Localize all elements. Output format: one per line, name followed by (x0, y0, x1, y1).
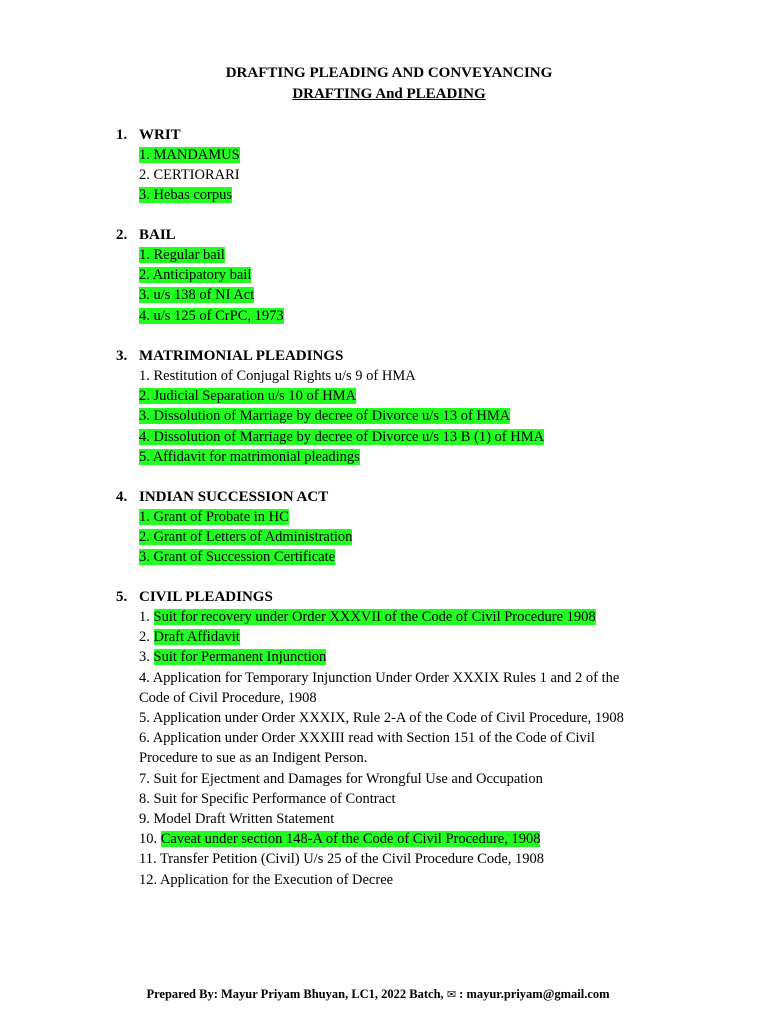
list-item (139, 527, 352, 547)
item-text: 3. Grant of Succession Certificate (139, 549, 336, 566)
list-item (139, 145, 240, 165)
item-text: Suit for recovery under Order XXXVII of the Code of Civil Procedure 1908 (153, 609, 596, 625)
item-text: 8. Suit for Specific Performance of Contract (139, 790, 396, 807)
item-text: 5. Affidavit for matrimonial pleadings (139, 448, 360, 465)
section-title: MATRIMONIAL PLEADINGS (139, 348, 344, 364)
section-number: 5. (116, 589, 128, 605)
item-prefix: 3. (139, 649, 154, 666)
section-matrimonial-pleadings (116, 346, 544, 467)
item-text: 1. MANDAMUS (139, 147, 240, 163)
list-item (139, 427, 544, 447)
list-item (139, 386, 544, 406)
footer (0, 987, 756, 1002)
section-heading (116, 125, 240, 145)
list-item (139, 406, 544, 426)
list-item (139, 688, 624, 708)
envelope-icon: ✉ (446, 989, 457, 1001)
section-indian-succession-act (116, 487, 352, 568)
item-text: 2. CERTIORARI (139, 167, 240, 184)
list-item (139, 627, 624, 647)
section-heading (116, 225, 284, 245)
section-civil-pleadings (116, 587, 624, 890)
section-number: 1. (116, 127, 128, 143)
item-text: 9. Model Draft Written Statement (139, 811, 335, 828)
list-item (139, 547, 352, 567)
document-title: DRAFTING PLEADING AND CONVEYANCING (225, 65, 553, 81)
item-text: 3. u/s 138 of NI Act (139, 287, 255, 304)
list-item (139, 607, 624, 627)
list-item (139, 507, 352, 527)
item-text: 2. Judicial Separation u/s 10 of HMA (139, 388, 357, 405)
list-item (139, 708, 624, 728)
document-subtitle: DRAFTING And PLEADING (292, 86, 486, 102)
item-text: 6. Application under Order XXXIII read with Section 151 of the Code of Civil (139, 730, 595, 747)
item-text: 3. Hebas corpus (139, 187, 233, 204)
list-item (139, 809, 624, 829)
section-title: CIVIL PLEADINGS (139, 589, 273, 605)
item-list (139, 607, 624, 890)
list-item (139, 165, 240, 185)
list-item (139, 366, 544, 386)
item-prefix: 2. (139, 629, 154, 646)
list-item (139, 769, 624, 789)
item-text: 1. Restitution of Conjugal Rights u/s 9 of HMA (139, 368, 416, 384)
item-text: 3. Dissolution of Marriage by decree of Divorce u/s 13 of HMA (139, 408, 511, 425)
list-item (139, 447, 544, 467)
item-prefix: 1. (139, 609, 154, 625)
item-prefix: 10. (139, 831, 161, 848)
section-heading (116, 346, 544, 366)
item-text: 1. Regular bail (139, 247, 225, 263)
section-number: 3. (116, 348, 128, 364)
item-text: Procedure to sue as an Indigent Person. (139, 750, 368, 767)
list-item (139, 185, 240, 205)
item-list (139, 366, 544, 467)
list-item (139, 285, 284, 305)
item-text: 4. u/s 125 of CrPC, 1973 (139, 307, 284, 324)
list-item (139, 789, 624, 809)
item-text: 1. Grant of Probate in HC (139, 509, 289, 525)
item-text: 4. Application for Temporary Injunction Under Order XXXIX Rules 1 and 2 of the (139, 669, 620, 686)
section-number: 4. (116, 489, 128, 505)
list-item (139, 748, 624, 768)
item-list (139, 245, 284, 326)
list-item (139, 668, 624, 688)
section-title: WRIT (139, 127, 181, 143)
item-list (139, 507, 352, 568)
section-heading (116, 587, 624, 607)
list-item (139, 849, 624, 869)
item-text: 5. Application under Order XXXIX, Rule 2-A of the Code of Civil Procedure, 1908 (139, 710, 624, 727)
item-text: Suit for Permanent Injunction (153, 649, 327, 666)
item-list (139, 145, 240, 206)
section-writ (116, 125, 240, 206)
item-text: 12. Application for the Execution of Decree (139, 871, 394, 888)
list-item (139, 306, 284, 326)
footer-email: : mayur.priyam@gmail.com (459, 987, 610, 1001)
list-item (139, 245, 284, 265)
item-text: Code of Civil Procedure, 1908 (139, 689, 317, 706)
list-item (139, 728, 624, 748)
item-text: Draft Affidavit (153, 629, 240, 646)
section-number: 2. (116, 227, 128, 243)
list-item (139, 829, 624, 849)
item-text: Caveat under section 148-A of the Code of Civil Procedure, 1908 (160, 831, 541, 848)
section-title: BAIL (139, 227, 176, 243)
list-item (139, 870, 624, 890)
list-item (139, 647, 624, 667)
list-item (139, 265, 284, 285)
item-text: 7. Suit for Ejectment and Damages for Wrongful Use and Occupation (139, 770, 543, 787)
item-text: 2. Anticipatory bail (139, 267, 252, 284)
section-heading (116, 487, 352, 507)
item-text: 2. Grant of Letters of Administration (139, 529, 353, 546)
item-text: 4. Dissolution of Marriage by decree of Divorce u/s 13 B (1) of HMA (139, 428, 545, 445)
footer-author: Prepared By: Mayur Priyam Bhuyan, LC1, 2022 Batch, (146, 987, 444, 1001)
item-text: 11. Transfer Petition (Civil) U/s 25 of the Civil Procedure Code, 1908 (139, 851, 545, 868)
section-bail (116, 225, 284, 326)
section-title: INDIAN SUCCESSION ACT (139, 489, 329, 505)
